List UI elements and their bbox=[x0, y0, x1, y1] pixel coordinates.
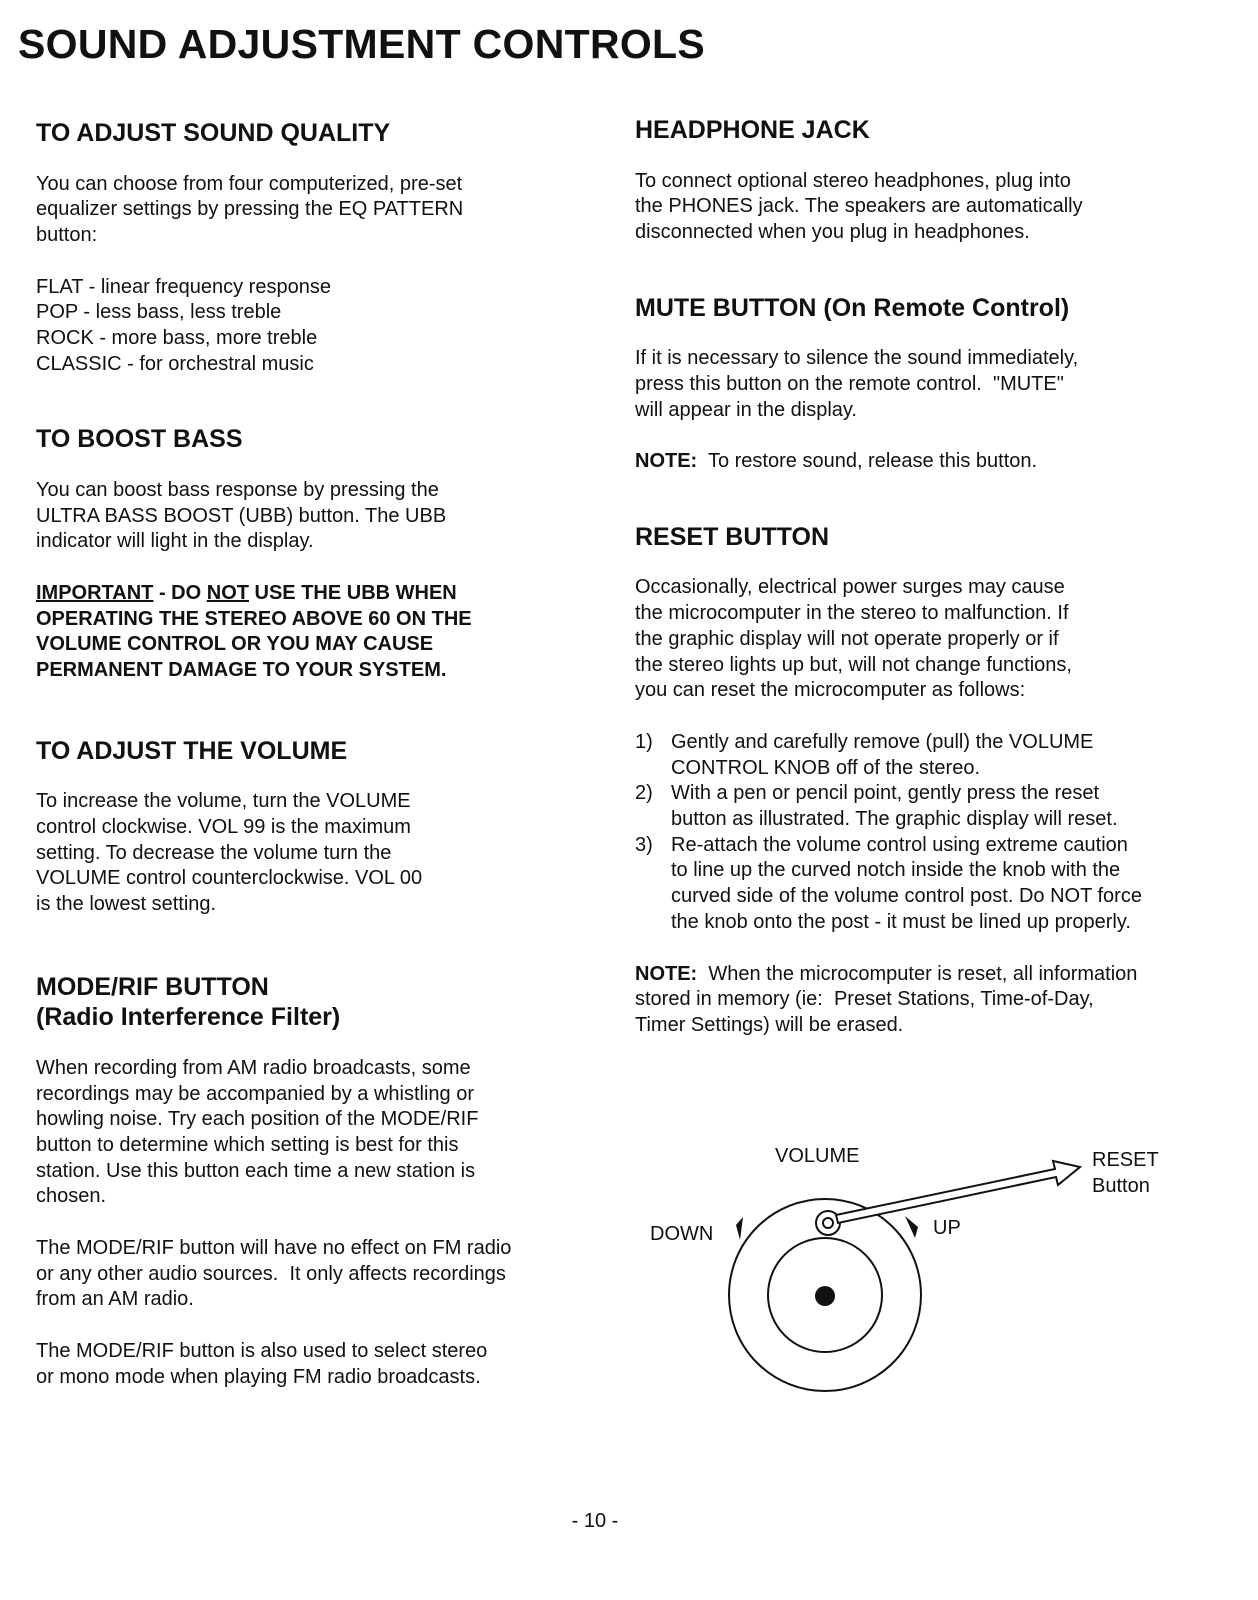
text-line: control clockwise. VOL 99 is the maximum bbox=[36, 816, 411, 839]
reset-step bbox=[635, 730, 1225, 781]
mode-rif-heading bbox=[36, 972, 596, 1033]
text-line: Timer Settings) will be erased. bbox=[635, 1013, 904, 1036]
reset-label-line-2: Button bbox=[1092, 1175, 1150, 1197]
text-line: The MODE/RIF button will have no effect on FM radio bbox=[36, 1237, 512, 1260]
up-direction-mark bbox=[905, 1216, 918, 1238]
mode-rif-title: MODE/RIF BUTTON bbox=[36, 972, 269, 1001]
mode-rif-section bbox=[36, 972, 596, 1391]
note-label: NOTE: bbox=[635, 962, 698, 985]
headphone-body bbox=[635, 169, 1225, 246]
reset-steps bbox=[635, 730, 1225, 936]
mode-rif-subtitle: (Radio Interference Filter) bbox=[36, 1003, 341, 1032]
reset-body bbox=[635, 575, 1225, 704]
reset-heading: RESET BUTTON bbox=[635, 522, 829, 551]
step-number: 2) bbox=[635, 782, 653, 805]
page-title: SOUND ADJUSTMENT CONTROLS bbox=[18, 21, 706, 67]
reset-label-line-1: RESET bbox=[1092, 1149, 1159, 1171]
text-line: stored in memory (ie: Preset Stations, Time-of-Day, bbox=[635, 988, 1094, 1011]
down-direction-mark bbox=[736, 1217, 743, 1240]
text-line: ULTRA BASS BOOST (UBB) button. The UBB bbox=[36, 504, 447, 527]
important-warning bbox=[36, 581, 596, 684]
mode-rif-paragraph-1 bbox=[36, 1056, 596, 1210]
volume-knob-diagram bbox=[640, 1130, 1200, 1400]
eq-setting-flat: FLAT - linear frequency response bbox=[36, 275, 331, 298]
text-line: is the lowest setting. bbox=[36, 893, 217, 916]
sound-quality-section bbox=[36, 118, 596, 377]
eq-setting-classic: CLASSIC - for orchestral music bbox=[36, 352, 314, 375]
reset-pointer-arrow bbox=[836, 1161, 1080, 1223]
sound-quality-heading: TO ADJUST SOUND QUALITY bbox=[36, 119, 391, 147]
step-line: With a pen or pencil point, gently press the reset bbox=[671, 782, 1100, 805]
note-text: When the microcomputer is reset, all information bbox=[697, 962, 1138, 985]
eq-setting-rock: ROCK - more bass, more treble bbox=[36, 327, 318, 350]
mute-note bbox=[635, 449, 1225, 475]
text-line: from an AM radio. bbox=[36, 1288, 194, 1311]
step-line: Re-attach the volume control using extreme caution bbox=[671, 833, 1128, 856]
boost-bass-heading: TO BOOST BASS bbox=[36, 425, 243, 454]
reset-step bbox=[635, 781, 1225, 832]
text-line: the microcomputer in the stereo to malfunction. If bbox=[635, 602, 1069, 625]
text-line: station. Use this button each time a new station is bbox=[36, 1159, 476, 1182]
step-line: the knob onto the post - it must be lined up properly. bbox=[671, 910, 1131, 933]
text-line: When recording from AM radio broadcasts, some bbox=[36, 1056, 471, 1079]
text-line: or mono mode when playing FM radio broadcasts. bbox=[36, 1365, 481, 1388]
step-line: curved side of the volume control post. Do NOT force bbox=[671, 885, 1142, 908]
reset-section bbox=[635, 522, 1225, 1039]
step-line: to line up the curved notch inside the knob with the bbox=[671, 859, 1121, 882]
text-line: you can reset the microcomputer as follows: bbox=[635, 679, 1026, 702]
text-line: To increase the volume, turn the VOLUME bbox=[36, 790, 411, 813]
right-column bbox=[635, 115, 1225, 1039]
volume-body bbox=[36, 789, 596, 918]
headphone-heading: HEADPHONE JACK bbox=[635, 116, 870, 144]
volume-heading: TO ADJUST THE VOLUME bbox=[36, 736, 348, 765]
volume-section bbox=[36, 736, 596, 918]
reset-note bbox=[635, 962, 1225, 1039]
text-line: If it is necessary to silence the sound immediately, bbox=[635, 347, 1079, 370]
eq-setting-pop: POP - less bass, less treble bbox=[36, 301, 282, 324]
text-line: equalizer settings by pressing the EQ PATTERN bbox=[36, 198, 464, 221]
text-line: OPERATING THE STEREO ABOVE 60 ON THE bbox=[36, 607, 472, 630]
down-label: DOWN bbox=[650, 1223, 714, 1245]
text-line: You can choose from four computerized, pre-set bbox=[36, 172, 463, 195]
boost-bass-section bbox=[36, 424, 596, 683]
text-line: VOLUME control counterclockwise. VOL 00 bbox=[36, 867, 423, 890]
text-line: Occasionally, electrical power surges may cause bbox=[635, 576, 1065, 599]
important-line-rest: USE THE UBB WHEN bbox=[248, 582, 457, 605]
text-line: button to determine which setting is best for this bbox=[36, 1133, 459, 1156]
text-line: The MODE/RIF button is also used to select stereo bbox=[36, 1340, 488, 1363]
step-line: CONTROL KNOB off of the stereo. bbox=[671, 756, 981, 779]
volume-label: VOLUME bbox=[775, 1145, 860, 1167]
mute-body bbox=[635, 346, 1225, 423]
text-line: disconnected when you plug in headphones. bbox=[635, 220, 1030, 243]
text-line: will appear in the display. bbox=[635, 398, 857, 421]
step-line: button as illustrated. The graphic display will reset. bbox=[671, 808, 1118, 831]
text-line: press this button on the remote control. "MUTE" bbox=[635, 372, 1064, 395]
text-line: setting. To decrease the volume turn the bbox=[36, 841, 392, 864]
up-label: UP bbox=[933, 1217, 961, 1239]
text-line: indicator will light in the display. bbox=[36, 530, 314, 553]
text-line: howling noise. Try each position of the MODE/RIF bbox=[36, 1108, 479, 1131]
mode-rif-paragraph-2 bbox=[36, 1236, 596, 1313]
text-line: PERMANENT DAMAGE TO YOUR SYSTEM. bbox=[36, 659, 447, 682]
mode-rif-paragraph-3 bbox=[36, 1339, 596, 1390]
note-text: To restore sound, release this button. bbox=[697, 450, 1038, 473]
page-number: - 10 - bbox=[571, 1510, 619, 1532]
mute-section bbox=[635, 293, 1225, 475]
eq-settings-list bbox=[36, 275, 596, 378]
step-number: 3) bbox=[635, 833, 653, 856]
step-number: 1) bbox=[635, 730, 653, 753]
text-line: recordings may be accompanied by a whistling or bbox=[36, 1082, 474, 1105]
mute-heading: MUTE BUTTON (On Remote Control) bbox=[635, 293, 1070, 322]
not-word: NOT bbox=[206, 582, 249, 605]
knob-center-dot bbox=[815, 1286, 835, 1306]
text-line: To connect optional stereo headphones, plug into bbox=[635, 169, 1071, 192]
note-label: NOTE: bbox=[635, 450, 698, 473]
step-line: Gently and carefully remove (pull) the VOLUME bbox=[671, 730, 1094, 753]
left-column bbox=[36, 118, 596, 1391]
reset-step bbox=[635, 833, 1225, 936]
text-line: the graphic display will not operate properly or if bbox=[635, 627, 1059, 650]
text-line: You can boost bass response by pressing the bbox=[36, 478, 439, 501]
boost-bass-body bbox=[36, 478, 596, 555]
headphone-section bbox=[635, 115, 1225, 246]
text-line: VOLUME CONTROL OR YOU MAY CAUSE bbox=[36, 633, 434, 656]
sound-quality-intro bbox=[36, 172, 596, 249]
text-line: the stereo lights up but, will not change functions, bbox=[635, 653, 1072, 676]
text-line: or any other audio sources. It only affects recordings bbox=[36, 1262, 506, 1285]
important-word: IMPORTANT bbox=[36, 582, 154, 605]
text-line: chosen. bbox=[36, 1185, 107, 1208]
text-line: button: bbox=[36, 223, 98, 246]
text-line: the PHONES jack. The speakers are automatically bbox=[635, 195, 1083, 218]
important-dash: - DO bbox=[153, 582, 207, 605]
